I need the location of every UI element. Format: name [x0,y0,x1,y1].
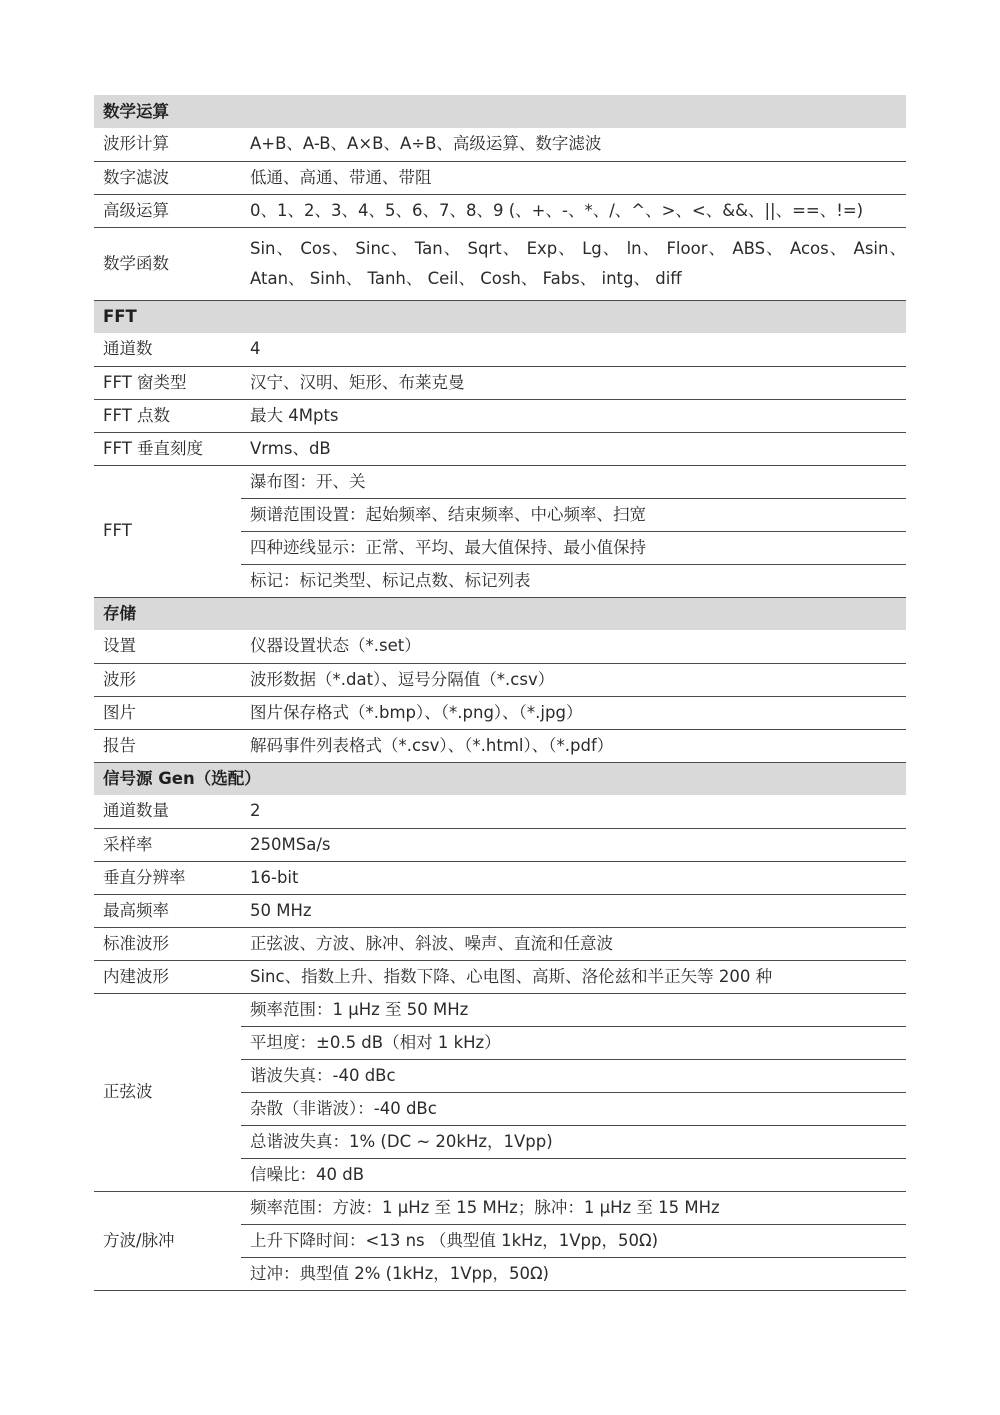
table-row [94,729,906,762]
table-row [94,161,906,194]
table-row [94,663,906,696]
row-label: 波形 [94,663,241,696]
table-row [94,1191,906,1224]
row-value: 最大 4Mpts [241,399,906,432]
row-label: 采样率 [94,828,241,861]
row-value: 2 [241,795,906,828]
row-label: FFT 窗类型 [94,366,241,399]
row-label: 垂直分辨率 [94,861,241,894]
row-label: 高级运算 [94,194,241,227]
row-value: 谐波失真：-40 dBc [241,1059,906,1092]
row-value: 频率范围：方波：1 μHz 至 15 MHz；脉冲：1 μHz 至 15 MHz [241,1191,906,1224]
row-label: FFT 垂直刻度 [94,432,241,465]
row-value: 4 [241,333,906,366]
table-row [94,128,906,161]
table-row [94,696,906,729]
row-value: 杂散（非谐波）：-40 dBc [241,1092,906,1125]
table-row [94,828,906,861]
row-label: 图片 [94,696,241,729]
table-row [94,227,906,300]
row-label: 方波/脉冲 [94,1191,241,1290]
section-header [94,300,906,333]
section-title: 信号源 Gen（选配） [94,762,906,795]
row-value: 0、1、2、3、4、5、6、7、8、9 (、+、-、*、/、^、>、<、&&、||、==、!=) [241,194,906,227]
section-header [94,95,906,128]
row-value: 图片保存格式（*.bmp）、（*.png）、（*.jpg） [241,696,906,729]
table-row [94,194,906,227]
row-value: 上升下降时间：<13 ns （典型值 1kHz，1Vpp，50Ω) [241,1224,906,1257]
table-row [94,960,906,993]
row-value: 正弦波、方波、脉冲、斜波、噪声、直流和任意波 [241,927,906,960]
table-row [94,894,906,927]
table-row [94,861,906,894]
row-value: 50 MHz [241,894,906,927]
section-title: FFT [94,300,906,333]
row-label: 波形计算 [94,128,241,161]
row-value: 250MSa/s [241,828,906,861]
row-value: 瀑布图：开、关 [241,465,906,498]
row-label: 正弦波 [94,993,241,1191]
table-row [94,399,906,432]
row-value: 解码事件列表格式（*.csv）、（*.html）、（*.pdf） [241,729,906,762]
table-row [94,927,906,960]
row-label: 标准波形 [94,927,241,960]
row-value: 低通、高通、带通、带阻 [241,161,906,194]
row-label: FFT [94,465,241,597]
row-value: 16-bit [241,861,906,894]
row-value: 平坦度：±0.5 dB（相对 1 kHz） [241,1026,906,1059]
section-title: 数学运算 [94,95,906,128]
table-row [94,993,906,1026]
table-row [94,432,906,465]
row-value: 频率范围：1 μHz 至 50 MHz [241,993,906,1026]
row-label: 通道数量 [94,795,241,828]
table-row [94,333,906,366]
row-value: 四种迹线显示：正常、平均、最大值保持、最小值保持 [241,531,906,564]
row-label: 数字滤波 [94,161,241,194]
table-row [94,795,906,828]
row-value: Sinc、指数上升、指数下降、心电图、高斯、洛伦兹和半正矢等 200 种 [241,960,906,993]
table-row [94,630,906,663]
section-header [94,762,906,795]
row-value: Sin、 Cos、 Sinc、 Tan、 Sqrt、 Exp、 Lg、 ln、 Floor、 ABS、 Acos、 Asin、 Atan、 Sinh、 Tanh、 Ceil、 Cosh、 Fabs、 intg、 diff [241,227,906,300]
row-label: 最高频率 [94,894,241,927]
row-value: 波形数据（*.dat）、逗号分隔值（*.csv） [241,663,906,696]
section-title: 存储 [94,597,906,630]
row-value: 总谐波失真：1% (DC ~ 20kHz，1Vpp) [241,1125,906,1158]
row-value: 频谱范围设置：起始频率、结束频率、中心频率、扫宽 [241,498,906,531]
row-value: 标记：标记类型、标记点数、标记列表 [241,564,906,597]
row-label: 内建波形 [94,960,241,993]
table-row [94,366,906,399]
spec-table [94,95,906,1291]
row-value: Vrms、dB [241,432,906,465]
section-header [94,597,906,630]
row-label: 设置 [94,630,241,663]
row-label: FFT 点数 [94,399,241,432]
row-label: 数学函数 [94,227,241,300]
table-row [94,465,906,498]
row-label: 报告 [94,729,241,762]
row-value: 信噪比：40 dB [241,1158,906,1191]
row-value: 过冲：典型值 2% (1kHz，1Vpp，50Ω) [241,1257,906,1290]
row-label: 通道数 [94,333,241,366]
row-value: A+B、A-B、A×B、A÷B、高级运算、数字滤波 [241,128,906,161]
row-value: 仪器设置状态（*.set） [241,630,906,663]
row-value: 汉宁、汉明、矩形、布莱克曼 [241,366,906,399]
